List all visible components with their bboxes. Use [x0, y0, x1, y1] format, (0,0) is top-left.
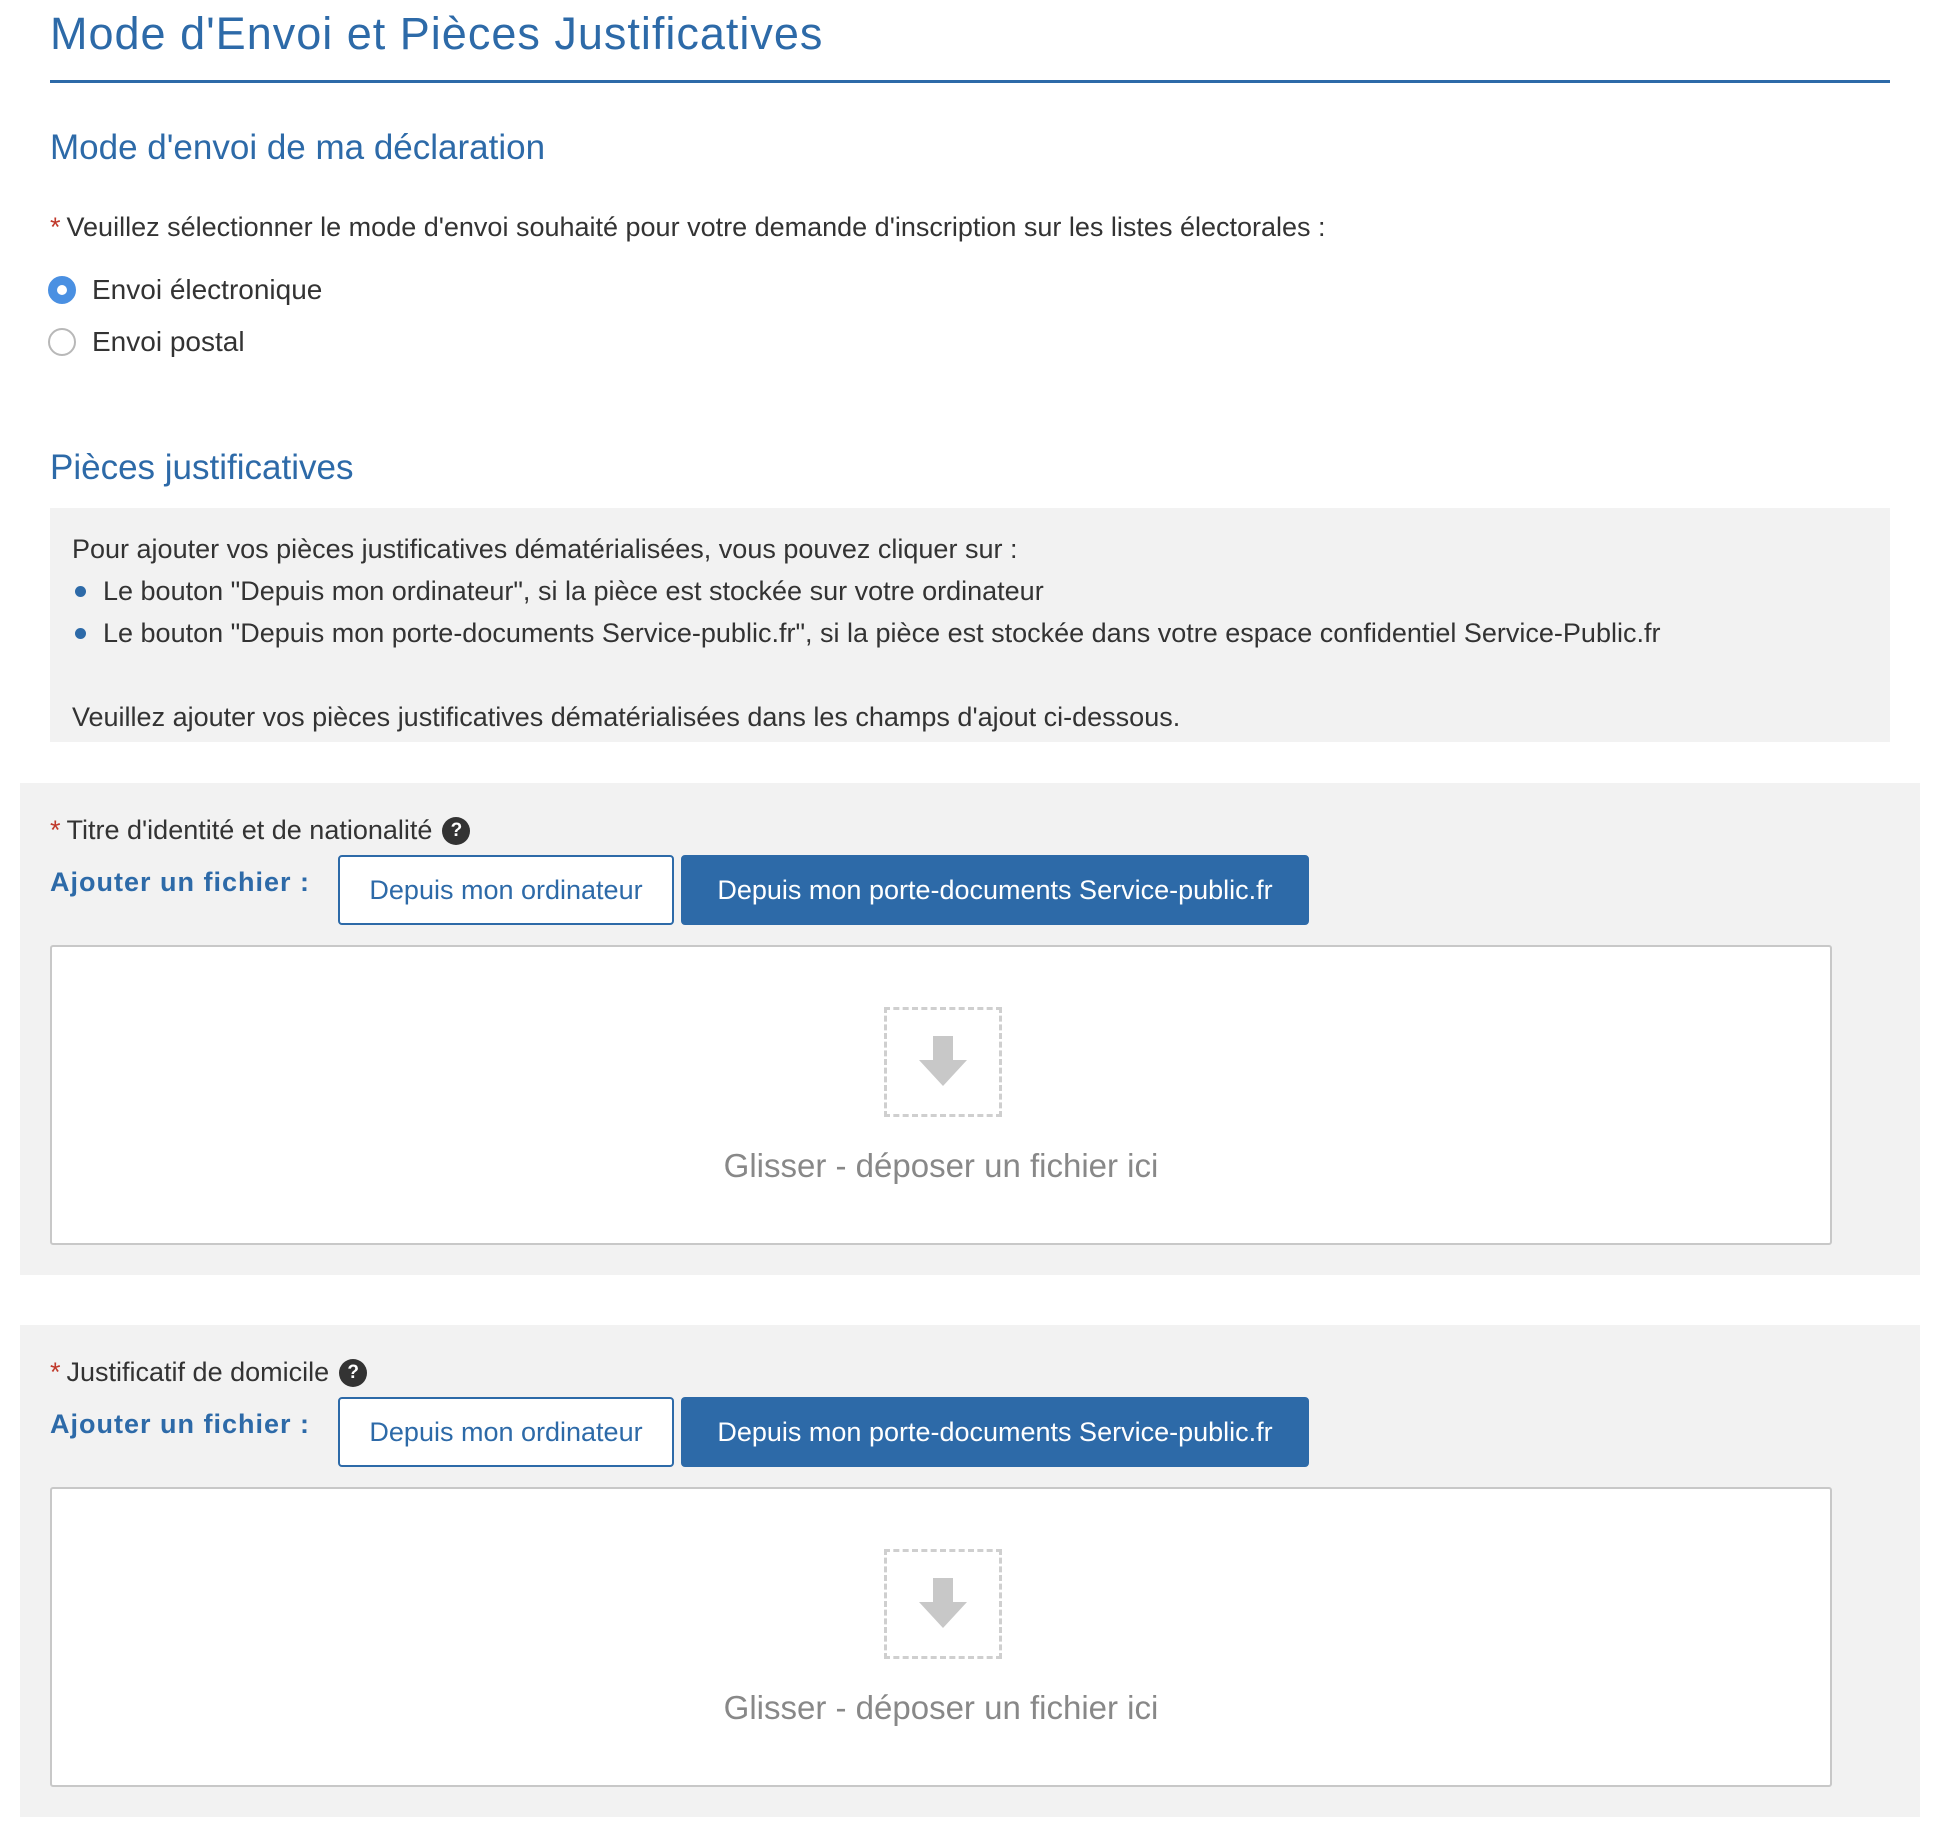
dropzone[interactable]: [50, 945, 1832, 1245]
page-title: Mode d'Envoi et Pièces Justificatives: [50, 8, 824, 59]
bullet-text: Le bouton "Depuis mon porte-documents Service-public.fr", si la pièce est stockée dans votre espace confidentiel Service-Public.fr: [103, 617, 1661, 648]
info-box: [50, 508, 1890, 742]
required-mark: *: [50, 815, 61, 845]
envoi-question: [50, 212, 1326, 243]
upload-panel-identite: [20, 783, 1920, 1275]
field-label: [50, 815, 470, 846]
field-label-text: Justificatif de domicile: [66, 1357, 330, 1387]
info-bullet: [72, 612, 1868, 654]
from-computer-button[interactable]: Depuis mon ordinateur: [338, 855, 674, 925]
radio-label: Envoi postal: [92, 326, 245, 357]
field-label-text: Titre d'identité et de nationalité: [66, 815, 433, 845]
info-outro: Veuillez ajouter vos pièces justificatives dématérialisées dans les champs d'ajout ci-dessous.: [72, 702, 1181, 732]
field-label: [50, 1357, 367, 1388]
help-icon[interactable]: ?: [339, 1359, 367, 1387]
from-computer-button[interactable]: Depuis mon ordinateur: [338, 1397, 674, 1467]
radio-indicator-checked[interactable]: [48, 276, 76, 304]
drop-text: Glisser - déposer un fichier ici: [723, 1147, 1159, 1184]
radio-indicator[interactable]: [48, 328, 76, 356]
title-divider: [50, 80, 1890, 83]
radio-label: Envoi électronique: [92, 274, 323, 305]
section-title-pieces: Pièces justificatives: [50, 448, 354, 487]
add-file-label: Ajouter un fichier :: [50, 867, 311, 897]
bullet-dot: [75, 586, 86, 597]
help-icon[interactable]: ?: [442, 817, 470, 845]
dropzone[interactable]: [50, 1487, 1832, 1787]
radio-envoi-postal[interactable]: [48, 326, 245, 358]
question-text: Veuillez sélectionner le mode d'envoi souhaité pour votre demande d'inscription sur les listes électorales :: [66, 212, 1326, 242]
download-arrow-icon: [915, 1576, 971, 1632]
required-mark: *: [50, 212, 61, 242]
required-mark: *: [50, 1357, 61, 1387]
from-portfolio-button[interactable]: Depuis mon porte-documents Service-public.fr: [681, 855, 1309, 925]
add-file-label: Ajouter un fichier :: [50, 1409, 311, 1439]
section-title-envoi: Mode d'envoi de ma déclaration: [50, 128, 546, 167]
download-arrow-icon: [915, 1034, 971, 1090]
drop-text: Glisser - déposer un fichier ici: [723, 1689, 1159, 1726]
from-portfolio-button[interactable]: Depuis mon porte-documents Service-public.fr: [681, 1397, 1309, 1467]
info-bullet: [72, 570, 1868, 612]
bullet-dot: [75, 628, 86, 639]
bullet-text: Le bouton "Depuis mon ordinateur", si la pièce est stockée sur votre ordinateur: [103, 575, 1044, 606]
upload-panel-domicile: [20, 1325, 1920, 1817]
drop-icon-frame: [884, 1007, 1002, 1117]
info-intro: Pour ajouter vos pièces justificatives dématérialisées, vous pouvez cliquer sur :: [72, 534, 1018, 564]
radio-envoi-electronique[interactable]: [48, 274, 322, 306]
drop-icon-frame: [884, 1549, 1002, 1659]
